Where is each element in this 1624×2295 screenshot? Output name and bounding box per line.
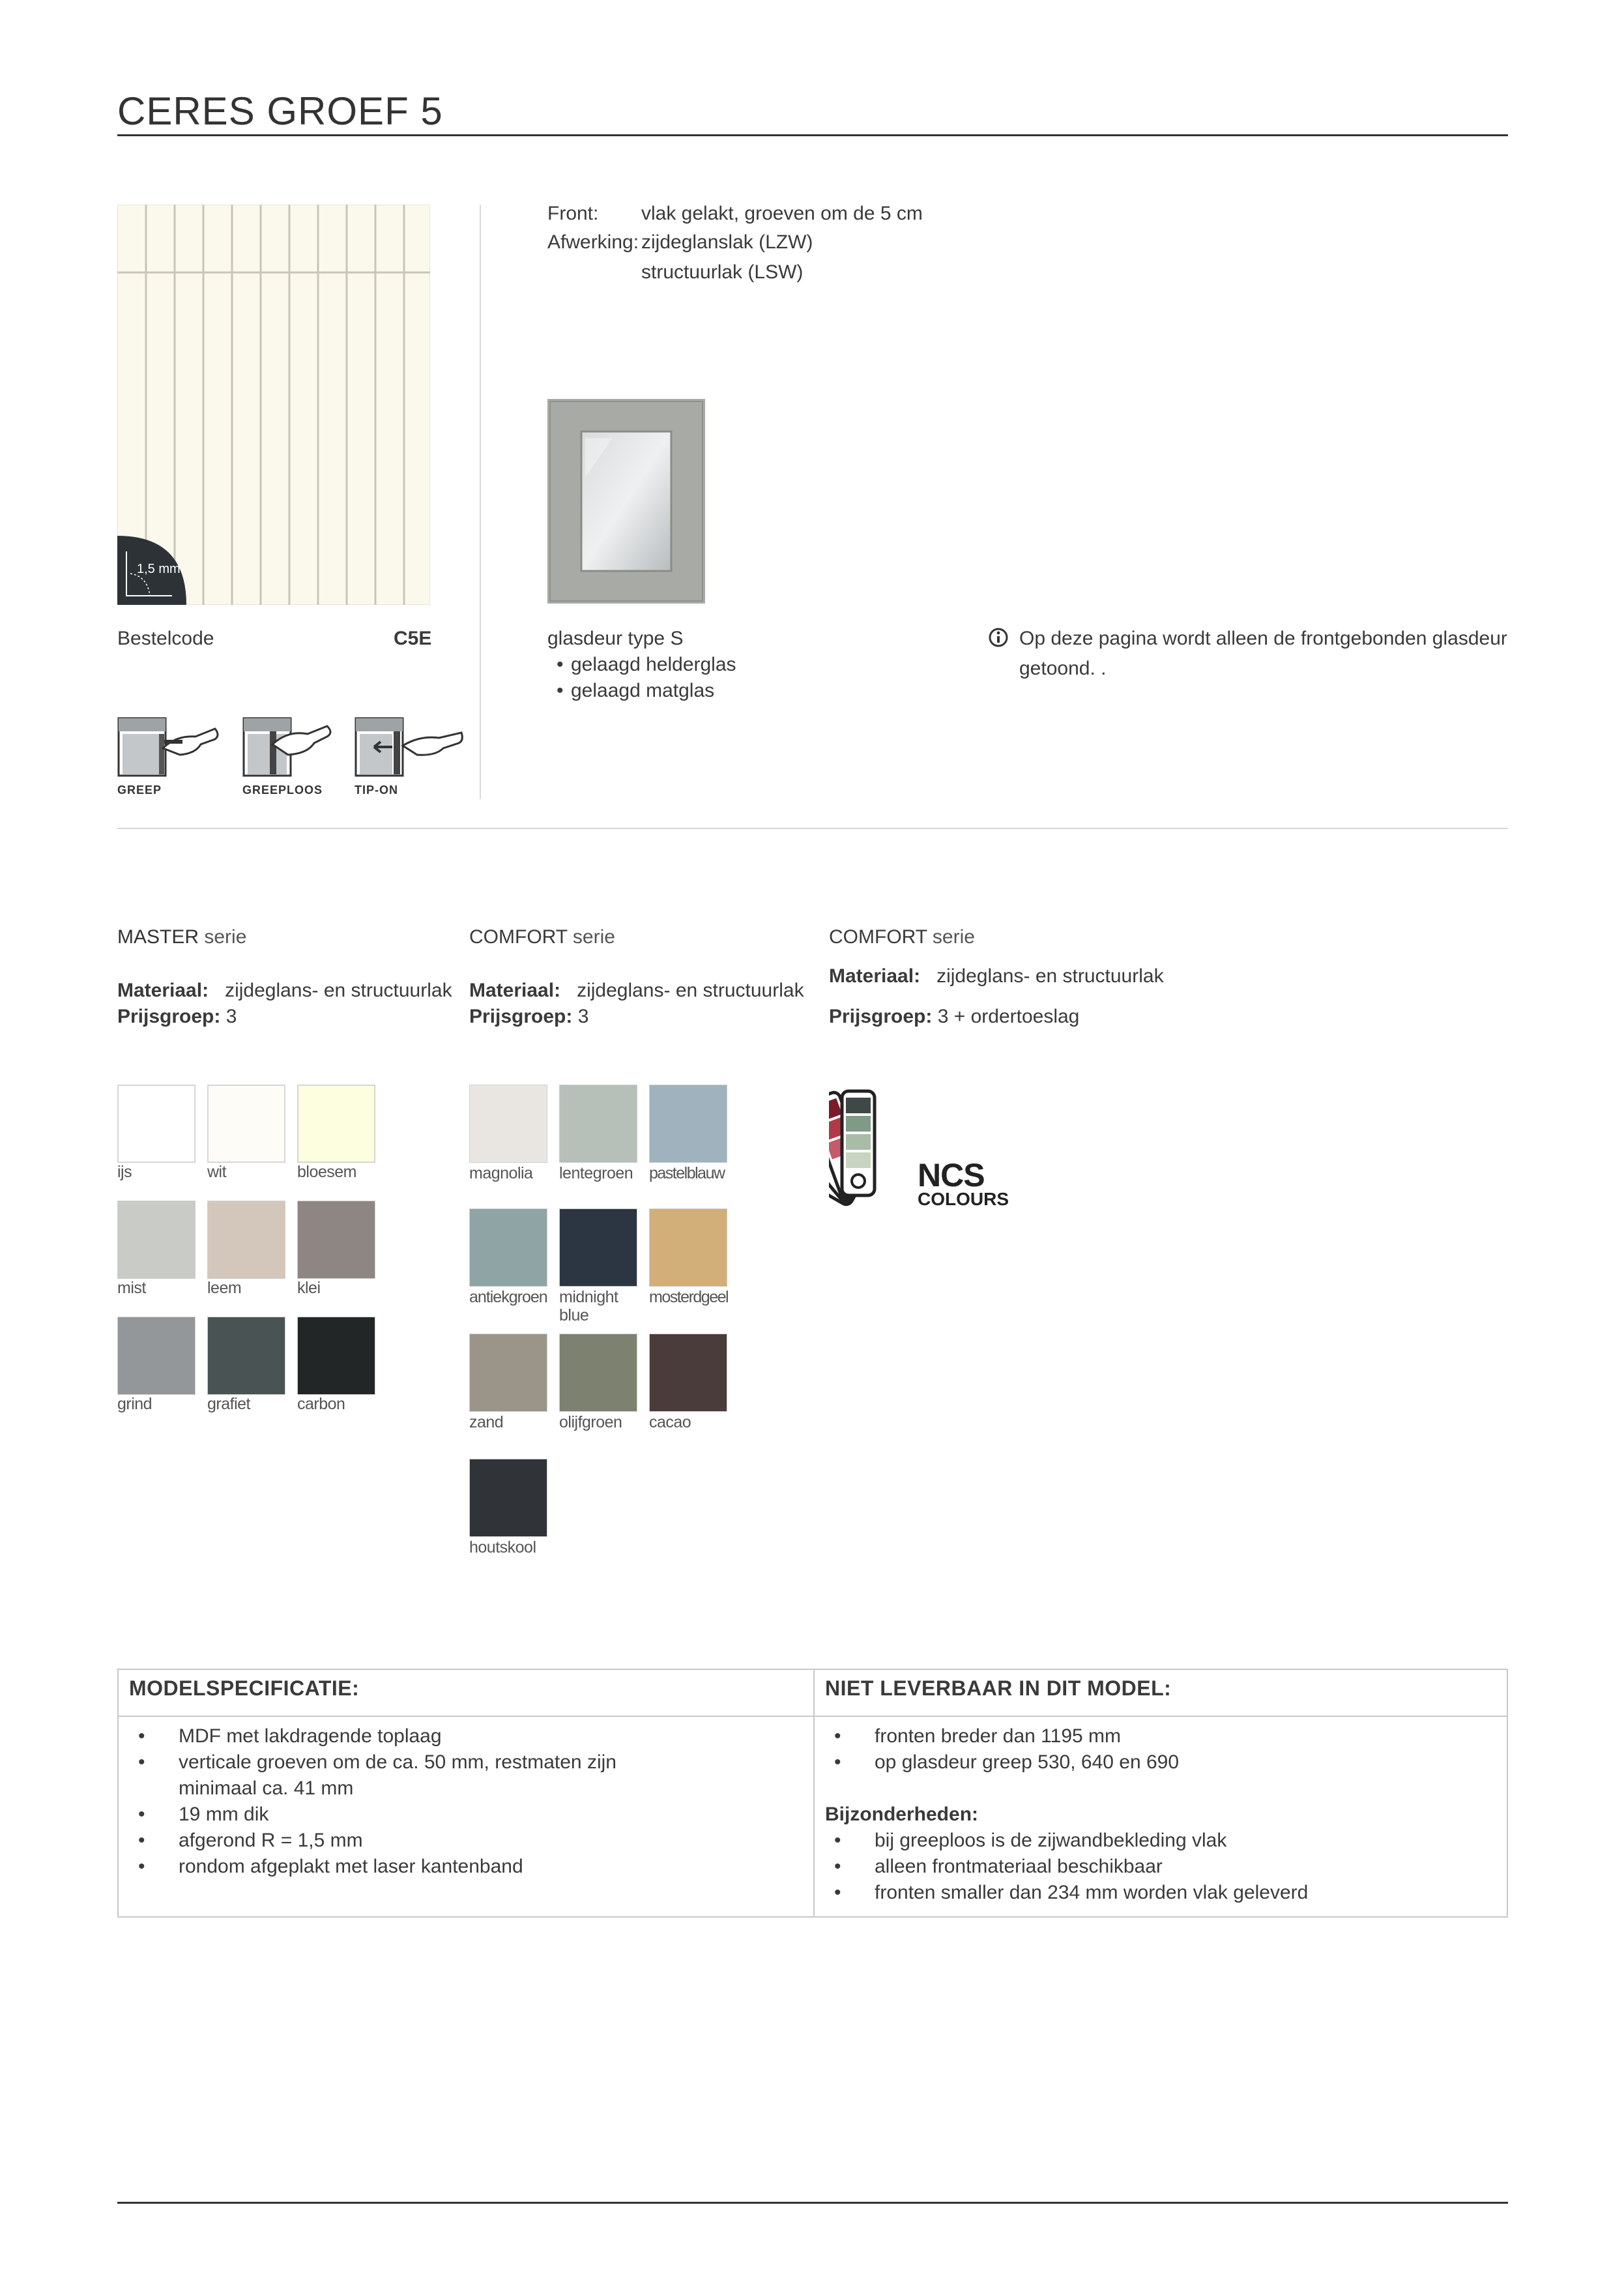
list-item: • gelaagd matglas [547, 678, 938, 704]
swatch-label: zand [469, 1413, 504, 1431]
series-prijs-comfort: Prijsgroep: 3 [469, 1006, 589, 1027]
swatch-label: mosterdgeel [649, 1288, 729, 1306]
swatch-label: pastelblauw [649, 1164, 725, 1182]
color-swatch [297, 1201, 375, 1279]
spec-left-header: MODELSPECIFICATIE: [118, 1669, 814, 1716]
swatch-label: klei [297, 1279, 321, 1297]
list-item: • op glasdeur greep 530, 640 en 690 [825, 1749, 1496, 1776]
series-materiaal-master: Materiaal: zijdeglans- en structuurlak [117, 980, 452, 1001]
series-title-comfort-ncs: COMFORT serie [829, 926, 975, 948]
list-item: • afgerond R = 1,5 mm [129, 1828, 689, 1854]
spec-right-cell [814, 1716, 1507, 1917]
swatch-label: leem [207, 1279, 242, 1297]
swatch-label: magnolia [469, 1164, 533, 1182]
front-sample-image [117, 205, 430, 605]
color-swatch [117, 1201, 196, 1279]
greeploos-icon [242, 716, 347, 778]
title-rule [117, 134, 1508, 136]
swatch-label: olijfgroen [559, 1413, 622, 1431]
front-value: vlak gelakt, groeven om de 5 cm [641, 203, 923, 224]
color-swatch [207, 1201, 285, 1279]
greep-icon [117, 716, 222, 778]
master-swatch-grid [117, 1085, 391, 1424]
list-item: • bij greeploos is de zijwandbekleding vlak [825, 1828, 1496, 1854]
swatch-label: wit [207, 1163, 227, 1181]
greeploos-label: GREEPLOOS [242, 783, 323, 797]
series-materiaal-comfort: Materiaal: zijdeglans- en structuurlak [469, 980, 804, 1001]
bijzonderheden-list [825, 1828, 1496, 1906]
series-title-comfort: COMFORT serie [469, 926, 615, 948]
note-line-2: getoond. . [1019, 658, 1107, 679]
spec-table [117, 1669, 1508, 1918]
color-swatch [469, 1334, 547, 1412]
list-item: • verticale groeven om de ca. 50 mm, restmaten zijn minimaal ca. 41 mm [129, 1749, 689, 1802]
spec-right-header: NIET LEVERBAAR IN DIT MODEL: [814, 1669, 1507, 1716]
ncs-logo-subtext: COLOURS [918, 1189, 1009, 1209]
greep-option [117, 716, 222, 800]
info-icon [988, 627, 1010, 649]
greep-label: GREEP [117, 783, 162, 797]
swatch-label: cacao [649, 1413, 691, 1431]
swatch-label: bloesem [297, 1163, 356, 1181]
afwerking-key: Afwerking: [547, 231, 639, 253]
dimension-label: 1,5 mm [137, 562, 181, 576]
list-item: • fronten breder dan 1195 mm [825, 1723, 1496, 1749]
color-swatch [117, 1085, 196, 1163]
swatch-label: carbon [297, 1395, 345, 1413]
color-swatch [207, 1085, 285, 1163]
swatch-label: antiekgroen [469, 1288, 547, 1306]
spec-right-list [825, 1723, 1496, 1776]
footer-rule [117, 2202, 1508, 2204]
series-prijs-comfort-ncs: Prijsgroep: 3 + ordertoeslag [829, 1006, 1080, 1027]
color-swatch [207, 1317, 285, 1395]
comfort-swatch-grid [469, 1085, 743, 1567]
greeploos-option [242, 716, 347, 800]
swatch-label: grind [117, 1395, 152, 1413]
list-item: • alleen frontmateriaal beschikbaar [825, 1854, 1496, 1880]
order-label: Bestelcode [117, 628, 214, 649]
afwerking-value-2: structuurlak (LSW) [641, 261, 804, 283]
series-materiaal-comfort-ncs: Materiaal: zijdeglans- en structuurlak [829, 965, 1164, 987]
color-swatch [297, 1085, 375, 1163]
tip-on-option [355, 716, 465, 800]
list-item: • 19 mm dik [129, 1802, 689, 1828]
list-item: • fronten smaller dan 234 mm worden vlak geleverd [825, 1880, 1496, 1906]
series-title-master: MASTER serie [117, 926, 247, 948]
color-swatch [559, 1085, 637, 1163]
spec-left-cell [118, 1716, 814, 1917]
glass-door-title: glasdeur type S [547, 628, 684, 649]
color-swatch [649, 1334, 727, 1412]
list-item: • gelaagd helderglas [547, 652, 938, 678]
glass-door-list [547, 652, 938, 704]
spec-left-list [129, 1723, 689, 1880]
order-code: C5E [394, 628, 432, 649]
color-swatch [469, 1208, 547, 1287]
front-key: Front: [547, 203, 599, 224]
list-item: • MDF met lakdragende toplaag [129, 1723, 689, 1749]
note-line-1: Op deze pagina wordt alleen de frontgebonden glasdeur [1019, 628, 1507, 649]
section-divider [117, 828, 1508, 829]
swatch-label: grafiet [207, 1395, 250, 1413]
color-swatch [469, 1085, 547, 1163]
series-prijs-master: Prijsgroep: 3 [117, 1006, 237, 1027]
color-swatch [469, 1459, 547, 1537]
ncs-logo-text: NCS [918, 1157, 985, 1193]
column-divider [480, 205, 481, 799]
swatch-label: ijs [117, 1163, 132, 1181]
afwerking-value-1: zijdeglanslak (LZW) [641, 231, 813, 253]
color-swatch [297, 1317, 375, 1395]
color-swatch [559, 1334, 637, 1412]
swatch-label: midnight blue [559, 1288, 618, 1324]
glass-door-image [547, 399, 705, 604]
list-item: • rondom afgeplakt met laser kantenband [129, 1854, 689, 1880]
swatch-label: houtskool [469, 1538, 536, 1557]
color-swatch [649, 1085, 727, 1163]
color-swatch [117, 1317, 196, 1395]
tip-on-icon [355, 716, 465, 778]
swatch-label: mist [117, 1279, 146, 1297]
tip-on-label: TIP-ON [355, 783, 398, 797]
bijzonderheden-title: Bijzonderheden: [825, 1804, 979, 1825]
page-title: CERES GROEF 5 [117, 89, 443, 133]
color-swatch [649, 1208, 727, 1287]
ncs-colours-logo [829, 1085, 1011, 1215]
swatch-label: lentegroen [559, 1164, 633, 1182]
color-swatch [559, 1208, 637, 1287]
